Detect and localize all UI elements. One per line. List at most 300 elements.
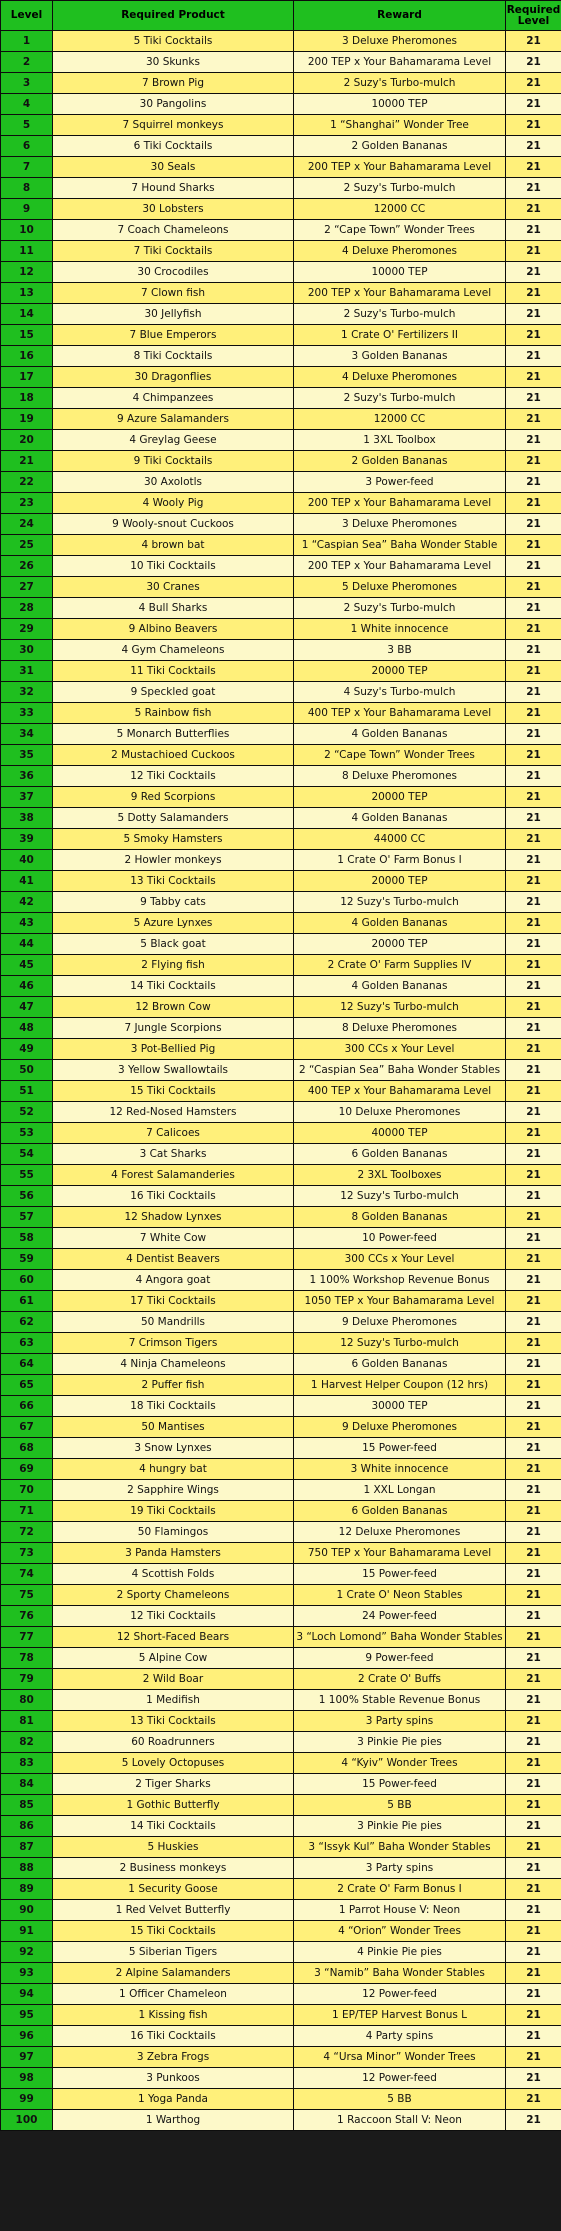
reward-cell: 4 Party spins (294, 2026, 506, 2047)
header-required-level: Required Level (506, 1, 561, 31)
required-level-cell: 21 (506, 1921, 561, 1942)
level-cell: 92 (1, 1942, 53, 1963)
product-cell: 50 Flamingos (53, 1522, 294, 1543)
product-cell: 5 Siberian Tigers (53, 1942, 294, 1963)
table-row (1, 1711, 561, 1732)
header-required-product: Required Product (53, 1, 294, 31)
reward-cell: 2 Suzy's Turbo-mulch (294, 598, 506, 619)
product-cell: 15 Tiki Cocktails (53, 1921, 294, 1942)
required-level-cell: 21 (506, 1438, 561, 1459)
required-level-cell: 21 (506, 766, 561, 787)
reward-cell: 4 Golden Bananas (294, 808, 506, 829)
required-level-cell: 21 (506, 1669, 561, 1690)
table-row (1, 703, 561, 724)
level-cell: 96 (1, 2026, 53, 2047)
reward-cell: 2 Crate O' Farm Bonus I (294, 1879, 506, 1900)
reward-cell: 2 Suzy's Turbo-mulch (294, 178, 506, 199)
reward-cell: 1 Raccoon Stall V: Neon (294, 2110, 506, 2131)
reward-cell: 1050 TEP x Your Bahamarama Level (294, 1291, 506, 1312)
level-cell: 100 (1, 2110, 53, 2131)
required-level-cell: 21 (506, 1753, 561, 1774)
reward-cell: 9 Deluxe Pheromones (294, 1312, 506, 1333)
level-cell: 65 (1, 1375, 53, 1396)
required-level-cell: 21 (506, 934, 561, 955)
level-cell: 39 (1, 829, 53, 850)
level-cell: 34 (1, 724, 53, 745)
level-cell: 82 (1, 1732, 53, 1753)
table-row (1, 766, 561, 787)
reward-cell: 10 Deluxe Pheromones (294, 1102, 506, 1123)
required-level-cell: 21 (506, 1249, 561, 1270)
product-cell: 8 Tiki Cocktails (53, 346, 294, 367)
level-cell: 15 (1, 325, 53, 346)
product-cell: 6 Tiki Cocktails (53, 136, 294, 157)
required-level-cell: 21 (506, 1018, 561, 1039)
reward-cell: 12 Suzy's Turbo-mulch (294, 892, 506, 913)
required-level-cell: 21 (506, 2110, 561, 2131)
level-cell: 12 (1, 262, 53, 283)
required-level-cell: 21 (506, 1291, 561, 1312)
level-cell: 83 (1, 1753, 53, 1774)
required-level-cell: 21 (506, 1312, 561, 1333)
required-level-cell: 21 (506, 199, 561, 220)
product-cell: 5 Dotty Salamanders (53, 808, 294, 829)
table-row (1, 304, 561, 325)
level-cell: 87 (1, 1837, 53, 1858)
table-row (1, 1522, 561, 1543)
required-level-cell: 21 (506, 829, 561, 850)
level-cell: 43 (1, 913, 53, 934)
product-cell: 1 Medifish (53, 1690, 294, 1711)
required-level-cell: 21 (506, 535, 561, 556)
reward-cell: 1 Crate O' Neon Stables (294, 1585, 506, 1606)
product-cell: 13 Tiki Cocktails (53, 1711, 294, 1732)
table-row (1, 1249, 561, 1270)
table-row (1, 115, 561, 136)
level-cell: 77 (1, 1627, 53, 1648)
table-row (1, 325, 561, 346)
required-level-cell: 21 (506, 136, 561, 157)
table-row (1, 220, 561, 241)
table-row (1, 2047, 561, 2068)
level-cell: 40 (1, 850, 53, 871)
level-cell: 49 (1, 1039, 53, 1060)
reward-cell: 3 Party spins (294, 1711, 506, 1732)
product-cell: 3 Zebra Frogs (53, 2047, 294, 2068)
product-cell: 5 Huskies (53, 1837, 294, 1858)
required-level-cell: 21 (506, 808, 561, 829)
required-level-cell: 21 (506, 1501, 561, 1522)
level-cell: 59 (1, 1249, 53, 1270)
level-cell: 42 (1, 892, 53, 913)
product-cell: 3 Punkoos (53, 2068, 294, 2089)
level-cell: 13 (1, 283, 53, 304)
level-cell: 81 (1, 1711, 53, 1732)
product-cell: 16 Tiki Cocktails (53, 1186, 294, 1207)
product-cell: 60 Roadrunners (53, 1732, 294, 1753)
required-level-cell: 21 (506, 1585, 561, 1606)
reward-cell: 400 TEP x Your Bahamarama Level (294, 1081, 506, 1102)
reward-cell: 20000 TEP (294, 934, 506, 955)
table-row (1, 2026, 561, 2047)
required-level-cell: 21 (506, 178, 561, 199)
reward-cell: 12 Suzy's Turbo-mulch (294, 1333, 506, 1354)
level-cell: 66 (1, 1396, 53, 1417)
required-level-cell: 21 (506, 1354, 561, 1375)
required-level-cell: 21 (506, 1795, 561, 1816)
required-level-cell: 21 (506, 745, 561, 766)
required-level-cell: 21 (506, 1123, 561, 1144)
level-cell: 46 (1, 976, 53, 997)
required-level-cell: 21 (506, 556, 561, 577)
reward-cell: 20000 TEP (294, 787, 506, 808)
level-cell: 35 (1, 745, 53, 766)
level-cell: 94 (1, 1984, 53, 2005)
reward-cell: 2 Crate O' Buffs (294, 1669, 506, 1690)
product-cell: 9 Red Scorpions (53, 787, 294, 808)
required-level-cell: 21 (506, 724, 561, 745)
level-cell: 11 (1, 241, 53, 262)
product-cell: 4 brown bat (53, 535, 294, 556)
table-row (1, 2005, 561, 2026)
reward-cell: 12 Power-feed (294, 2068, 506, 2089)
reward-cell: 1 Crate O' Farm Bonus I (294, 850, 506, 871)
reward-cell: 6 Golden Bananas (294, 1501, 506, 1522)
table-row (1, 1501, 561, 1522)
table-row (1, 997, 561, 1018)
table-body (1, 31, 561, 2131)
level-cell: 76 (1, 1606, 53, 1627)
product-cell: 30 Crocodiles (53, 262, 294, 283)
required-level-cell: 21 (506, 1711, 561, 1732)
level-cell: 58 (1, 1228, 53, 1249)
reward-cell: 1 EP/TEP Harvest Bonus L (294, 2005, 506, 2026)
table-row (1, 1963, 561, 1984)
level-cell: 72 (1, 1522, 53, 1543)
table-row (1, 262, 561, 283)
required-level-cell: 21 (506, 346, 561, 367)
product-cell: 1 Warthog (53, 2110, 294, 2131)
reward-cell: 4 Golden Bananas (294, 976, 506, 997)
reward-cell: 5 BB (294, 2089, 506, 2110)
product-cell: 11 Tiki Cocktails (53, 661, 294, 682)
reward-cell: 3 Pinkie Pie pies (294, 1816, 506, 1837)
table-row (1, 73, 561, 94)
table-row (1, 157, 561, 178)
product-cell: 19 Tiki Cocktails (53, 1501, 294, 1522)
table-row (1, 1102, 561, 1123)
reward-cell: 2 Golden Bananas (294, 451, 506, 472)
required-level-cell: 21 (506, 976, 561, 997)
level-cell: 90 (1, 1900, 53, 1921)
reward-cell: 1 100% Stable Revenue Bonus (294, 1690, 506, 1711)
product-cell: 4 Gym Chameleons (53, 640, 294, 661)
product-cell: 7 Hound Sharks (53, 178, 294, 199)
required-level-cell: 21 (506, 1543, 561, 1564)
required-level-cell: 21 (506, 913, 561, 934)
reward-cell: 5 Deluxe Pheromones (294, 577, 506, 598)
required-level-cell: 21 (506, 1144, 561, 1165)
table-row (1, 1858, 561, 1879)
product-cell: 9 Tabby cats (53, 892, 294, 913)
table-row (1, 1900, 561, 1921)
required-level-cell: 21 (506, 430, 561, 451)
table-row (1, 1333, 561, 1354)
level-cell: 7 (1, 157, 53, 178)
level-cell: 23 (1, 493, 53, 514)
table-row (1, 808, 561, 829)
reward-cell: 300 CCs x Your Level (294, 1249, 506, 1270)
required-level-cell: 21 (506, 1564, 561, 1585)
product-cell: 16 Tiki Cocktails (53, 2026, 294, 2047)
required-level-cell: 21 (506, 451, 561, 472)
level-cell: 37 (1, 787, 53, 808)
reward-cell: 44000 CC (294, 829, 506, 850)
required-level-cell: 21 (506, 1627, 561, 1648)
level-cell: 45 (1, 955, 53, 976)
table-row (1, 934, 561, 955)
reward-cell: 3 BB (294, 640, 506, 661)
table-row (1, 1732, 561, 1753)
required-level-cell: 21 (506, 2047, 561, 2068)
product-cell: 2 Sporty Chameleons (53, 1585, 294, 1606)
reward-cell: 4 Golden Bananas (294, 724, 506, 745)
required-level-cell: 21 (506, 1165, 561, 1186)
table-row (1, 1984, 561, 2005)
required-level-cell: 21 (506, 1102, 561, 1123)
level-cell: 19 (1, 409, 53, 430)
required-level-cell: 21 (506, 2089, 561, 2110)
reward-cell: 15 Power-feed (294, 1564, 506, 1585)
product-cell: 4 Angora goat (53, 1270, 294, 1291)
table-row (1, 598, 561, 619)
required-level-cell: 21 (506, 1186, 561, 1207)
product-cell: 4 Wooly Pig (53, 493, 294, 514)
table-row (1, 31, 561, 52)
reward-cell: 12000 CC (294, 409, 506, 430)
required-level-cell: 21 (506, 1606, 561, 1627)
table-row (1, 1606, 561, 1627)
table-row (1, 1879, 561, 1900)
required-level-cell: 21 (506, 787, 561, 808)
required-level-cell: 21 (506, 241, 561, 262)
level-cell: 84 (1, 1774, 53, 1795)
product-cell: 4 hungry bat (53, 1459, 294, 1480)
product-cell: 5 Smoky Hamsters (53, 829, 294, 850)
product-cell: 2 Alpine Salamanders (53, 1963, 294, 1984)
reward-cell: 3 Pinkie Pie pies (294, 1732, 506, 1753)
required-level-cell: 21 (506, 1270, 561, 1291)
product-cell: 7 Blue Emperors (53, 325, 294, 346)
table-row (1, 724, 561, 745)
table-row (1, 1438, 561, 1459)
level-cell: 75 (1, 1585, 53, 1606)
required-level-cell: 21 (506, 1060, 561, 1081)
level-cell: 73 (1, 1543, 53, 1564)
reward-cell: 3 “Namib” Baha Wonder Stables (294, 1963, 506, 1984)
reward-cell: 2 Suzy's Turbo-mulch (294, 304, 506, 325)
reward-cell: 9 Deluxe Pheromones (294, 1417, 506, 1438)
table-row (1, 1207, 561, 1228)
reward-cell: 2 “Cape Town” Wonder Trees (294, 220, 506, 241)
product-cell: 7 Coach Chameleons (53, 220, 294, 241)
product-cell: 30 Pangolins (53, 94, 294, 115)
required-level-cell: 21 (506, 1417, 561, 1438)
product-cell: 14 Tiki Cocktails (53, 1816, 294, 1837)
product-cell: 4 Chimpanzees (53, 388, 294, 409)
product-cell: 30 Lobsters (53, 199, 294, 220)
product-cell: 1 Officer Chameleon (53, 1984, 294, 2005)
level-cell: 29 (1, 619, 53, 640)
level-cell: 88 (1, 1858, 53, 1879)
required-level-cell: 21 (506, 493, 561, 514)
reward-cell: 1 3XL Toolbox (294, 430, 506, 451)
reward-cell: 2 Suzy's Turbo-mulch (294, 73, 506, 94)
table-row (1, 1039, 561, 1060)
level-cell: 78 (1, 1648, 53, 1669)
product-cell: 7 Squirrel monkeys (53, 115, 294, 136)
reward-cell: 400 TEP x Your Bahamarama Level (294, 703, 506, 724)
level-cell: 85 (1, 1795, 53, 1816)
reward-cell: 3 Party spins (294, 1858, 506, 1879)
required-level-cell: 21 (506, 1900, 561, 1921)
level-cell: 22 (1, 472, 53, 493)
reward-cell: 2 Golden Bananas (294, 136, 506, 157)
level-cell: 10 (1, 220, 53, 241)
reward-cell: 40000 TEP (294, 1123, 506, 1144)
table-row (1, 409, 561, 430)
reward-cell: 15 Power-feed (294, 1774, 506, 1795)
required-level-cell: 21 (506, 997, 561, 1018)
level-cell: 93 (1, 1963, 53, 1984)
header-row (1, 1, 561, 31)
product-cell: 5 Rainbow fish (53, 703, 294, 724)
required-level-cell: 21 (506, 73, 561, 94)
level-cell: 56 (1, 1186, 53, 1207)
product-cell: 5 Tiki Cocktails (53, 31, 294, 52)
required-level-cell: 21 (506, 1396, 561, 1417)
reward-cell: 4 “Kyiv” Wonder Trees (294, 1753, 506, 1774)
required-level-cell: 21 (506, 388, 561, 409)
table-row (1, 52, 561, 73)
reward-cell: 30000 TEP (294, 1396, 506, 1417)
table-row (1, 1081, 561, 1102)
level-cell: 63 (1, 1333, 53, 1354)
level-cell: 6 (1, 136, 53, 157)
reward-cell: 6 Golden Bananas (294, 1354, 506, 1375)
level-cell: 28 (1, 598, 53, 619)
reward-cell: 3 White innocence (294, 1459, 506, 1480)
level-cell: 55 (1, 1165, 53, 1186)
product-cell: 2 Puffer fish (53, 1375, 294, 1396)
reward-cell: 3 “Loch Lomond” Baha Wonder Stables (294, 1627, 506, 1648)
level-cell: 30 (1, 640, 53, 661)
table-row (1, 829, 561, 850)
product-cell: 7 Tiki Cocktails (53, 241, 294, 262)
reward-cell: 20000 TEP (294, 871, 506, 892)
required-level-cell: 21 (506, 682, 561, 703)
table-row (1, 1417, 561, 1438)
level-cell: 26 (1, 556, 53, 577)
level-cell: 4 (1, 94, 53, 115)
required-level-cell: 21 (506, 31, 561, 52)
reward-cell: 2 Crate O' Farm Supplies IV (294, 955, 506, 976)
level-cell: 20 (1, 430, 53, 451)
reward-cell: 8 Golden Bananas (294, 1207, 506, 1228)
product-cell: 30 Axolotls (53, 472, 294, 493)
required-level-cell: 21 (506, 367, 561, 388)
required-level-cell: 21 (506, 325, 561, 346)
reward-cell: 1 “Caspian Sea” Baha Wonder Stable (294, 535, 506, 556)
reward-cell: 2 “Cape Town” Wonder Trees (294, 745, 506, 766)
reward-cell: 4 “Orion” Wonder Trees (294, 1921, 506, 1942)
reward-cell: 4 Deluxe Pheromones (294, 241, 506, 262)
required-level-cell: 21 (506, 94, 561, 115)
level-cell: 69 (1, 1459, 53, 1480)
product-cell: 12 Tiki Cocktails (53, 766, 294, 787)
reward-cell: 1 Parrot House V: Neon (294, 1900, 506, 1921)
required-level-cell: 21 (506, 640, 561, 661)
level-cell: 1 (1, 31, 53, 52)
product-cell: 3 Panda Hamsters (53, 1543, 294, 1564)
product-cell: 3 Pot-Bellied Pig (53, 1039, 294, 1060)
table-row (1, 1018, 561, 1039)
level-cell: 91 (1, 1921, 53, 1942)
required-level-cell: 21 (506, 514, 561, 535)
table-row (1, 1228, 561, 1249)
product-cell: 15 Tiki Cocktails (53, 1081, 294, 1102)
level-cell: 3 (1, 73, 53, 94)
reward-cell: 12 Suzy's Turbo-mulch (294, 997, 506, 1018)
required-level-cell: 21 (506, 1690, 561, 1711)
reward-cell: 12 Deluxe Pheromones (294, 1522, 506, 1543)
product-cell: 7 Calicoes (53, 1123, 294, 1144)
reward-cell: 1 White innocence (294, 619, 506, 640)
required-level-cell: 21 (506, 1375, 561, 1396)
reward-cell: 1 100% Workshop Revenue Bonus (294, 1270, 506, 1291)
product-cell: 2 Tiger Sharks (53, 1774, 294, 1795)
table-row (1, 199, 561, 220)
reward-cell: 10000 TEP (294, 94, 506, 115)
table-row (1, 1270, 561, 1291)
required-level-cell: 21 (506, 283, 561, 304)
product-cell: 9 Albino Beavers (53, 619, 294, 640)
reward-cell: 200 TEP x Your Bahamarama Level (294, 157, 506, 178)
required-level-cell: 21 (506, 1459, 561, 1480)
table-row (1, 745, 561, 766)
table-row (1, 850, 561, 871)
required-level-cell: 21 (506, 1816, 561, 1837)
level-cell: 53 (1, 1123, 53, 1144)
required-level-cell: 21 (506, 1228, 561, 1249)
reward-cell: 3 “Issyk Kul” Baha Wonder Stables (294, 1837, 506, 1858)
table-row (1, 577, 561, 598)
product-cell: 3 Yellow Swallowtails (53, 1060, 294, 1081)
level-cell: 99 (1, 2089, 53, 2110)
product-cell: 1 Security Goose (53, 1879, 294, 1900)
table-row (1, 1459, 561, 1480)
table-row (1, 1585, 561, 1606)
product-cell: 4 Ninja Chameleons (53, 1354, 294, 1375)
table-row (1, 1795, 561, 1816)
required-level-cell: 21 (506, 1480, 561, 1501)
required-level-cell: 21 (506, 304, 561, 325)
product-cell: 4 Greylag Geese (53, 430, 294, 451)
level-cell: 18 (1, 388, 53, 409)
table-row (1, 892, 561, 913)
level-cell: 47 (1, 997, 53, 1018)
product-cell: 5 Lovely Octopuses (53, 1753, 294, 1774)
